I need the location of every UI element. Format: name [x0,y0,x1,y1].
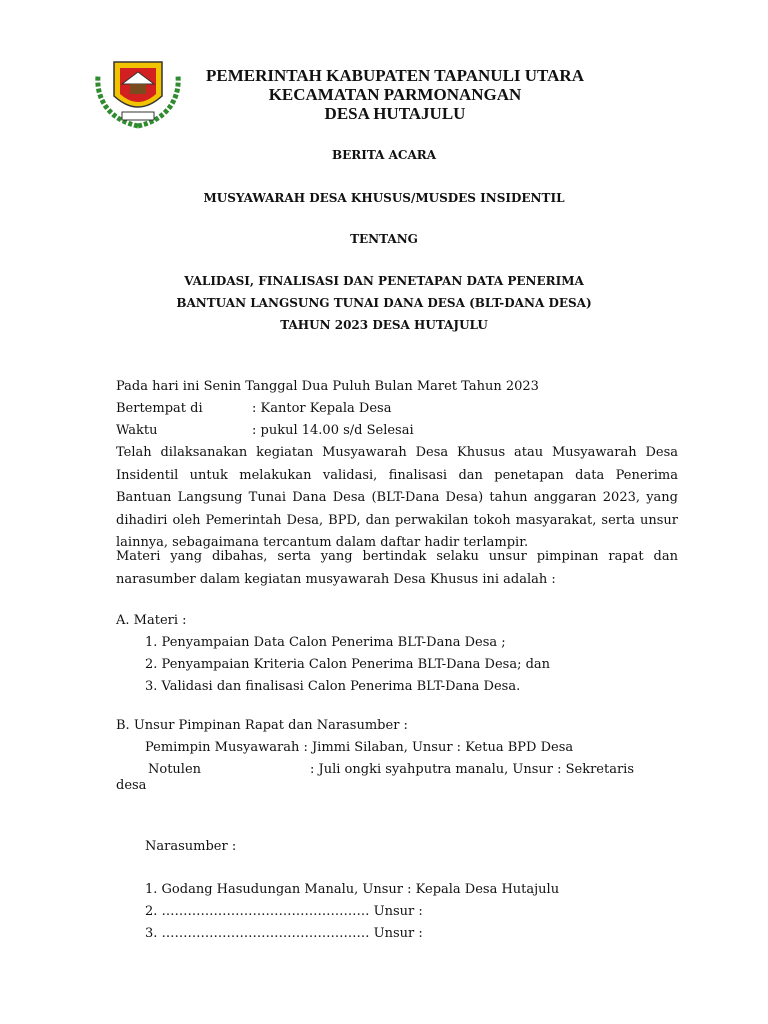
time-value: : pukul 14.00 s/d Selesai [252,423,414,438]
place-value: : Kantor Kepala Desa [252,401,392,416]
header-district: KECAMATAN PARMONANGAN [268,85,522,104]
doc-meeting-title: MUSYAWARAH DESA KHUSUS/MUSDES INSIDENTIL [203,191,565,205]
list-item: 1. Penyampaian Data Calon Penerima BLT-Dana Desa ; [145,635,506,650]
narasumber-label: Narasumber : [145,839,237,854]
list-item: 2. ………………………………………… Unsur : [145,904,423,919]
notulen-label: Notulen [148,762,202,777]
section-b-heading: B. Unsur Pimpinan Rapat dan Narasumber : [116,718,408,733]
doc-subject-line3: TAHUN 2023 DESA HUTAJULU [280,318,488,332]
list-item: 3. Validasi dan finalisasi Calon Penerima BLT-Dana Desa. [145,679,521,694]
section-a-heading: A. Materi : [116,613,187,628]
doc-subject-line1: VALIDASI, FINALISASI DAN PENETAPAN DATA PENERIMA [184,274,584,288]
place-label: Bertempat di [116,401,203,416]
header-village: DESA HUTAJULU [324,104,466,123]
doc-tentang: TENTANG [350,232,418,246]
materi-paragraph: Materi yang dibahas, serta yang bertindak selaku unsur pimpinan rapat dan narasumber dalam kegiatan musyawarah Desa Khusus ini adalah : [116,549,678,587]
list-item: 2. Penyampaian Kriteria Calon Penerima BLT-Dana Desa; dan [145,657,551,672]
pemimpin-line: Pemimpin Musyawarah : Jimmi Silaban, Unsur : Ketua BPD Desa [145,740,574,755]
header-regency: PEMERINTAH KABUPATEN TAPANULI UTARA [206,66,584,85]
notulen-continuation: desa [116,778,147,793]
time-label: Waktu [116,423,158,438]
notulen-value: : Juli ongki syahputra manalu, Unsur : Sekretaris [310,762,635,777]
date-line: Pada hari ini Senin Tanggal Dua Puluh Bulan Maret Tahun 2023 [116,379,539,394]
doc-subject-line2: BANTUAN LANGSUNG TUNAI DANA DESA (BLT-DANA DESA) [176,296,592,310]
list-item: 1. Godang Hasudungan Manalu, Unsur : Kepala Desa Hutajulu [145,882,560,897]
intro-paragraph: Telah dilaksanakan kegiatan Musyawarah Desa Khusus atau Musyawarah Desa Insidentil untuk melakukan validasi, finalisasi dan penetapan data Penerima Bantuan Langsung Tunai Dana Desa (BLT-Dana Desa) tahun anggaran 2023, yang dihadiri oleh Pemerintah Desa, BPD, dan perwakilan tokoh masyarakat, serta unsur lainnya, sebagaimana tercantum dalam daftar hadir terlampir. [116,445,678,550]
doc-title: BERITA ACARA [331,148,437,162]
regency-emblem [92,46,184,130]
list-item: 3. ………………………………………… Unsur : [145,926,423,941]
